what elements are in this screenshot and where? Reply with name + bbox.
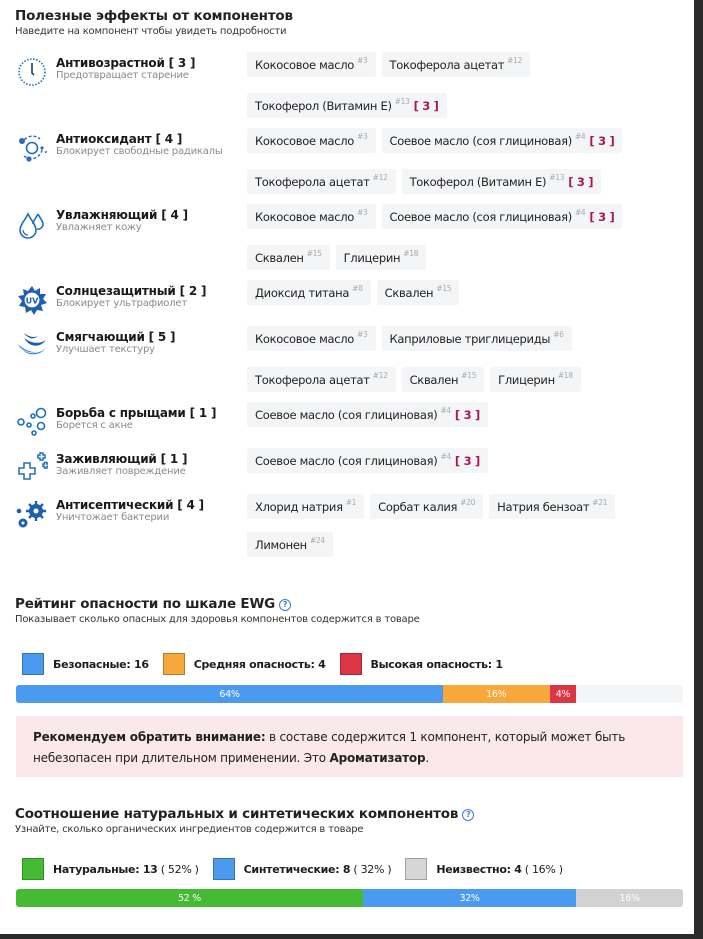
ingredient-chip[interactable] [336, 245, 427, 270]
ingredient-number: #24 [309, 536, 325, 545]
ingredient-number: #3 [357, 330, 368, 339]
ingredient-name: Натрия бензоат [497, 499, 590, 514]
ingredient-chips [247, 128, 677, 204]
effect-info [14, 402, 247, 448]
ingredient-chips [247, 52, 677, 128]
ingredient-chip[interactable] [489, 494, 615, 519]
ingredient-chip[interactable] [247, 169, 396, 194]
ingredient-number: #4 [440, 406, 451, 415]
ingredient-number: #13 [549, 173, 565, 182]
legend-item [213, 858, 392, 880]
alert-end: . [425, 751, 429, 765]
effect-description: Блокирует ультрафиолет [56, 298, 187, 309]
ingredient-chip[interactable] [382, 128, 623, 153]
ingredient-number: #4 [440, 452, 451, 461]
ingredient-number: #18 [403, 249, 419, 258]
ingredient-chip[interactable] [402, 367, 485, 392]
ingredient-name: Сквален [255, 250, 304, 265]
ingredient-name: Токоферол (Витамин Е) [255, 98, 392, 113]
ingredient-chip[interactable] [247, 448, 488, 473]
segment-label: 16% [486, 688, 507, 700]
effect-description: Уничтожает бактерии [56, 512, 170, 523]
risk-score: [ 3 ] [589, 209, 615, 224]
ingredient-chip[interactable] [247, 245, 330, 270]
ingredient-number: #15 [436, 284, 452, 293]
effect-row [14, 128, 684, 204]
effect-info [14, 128, 247, 204]
ingredient-number: #15 [306, 249, 322, 258]
effect-description: Борется с акне [56, 420, 133, 431]
clock-icon [14, 54, 50, 90]
segment-label: 16% [619, 892, 640, 904]
ingredient-chip[interactable] [247, 52, 376, 77]
alert-highlight[interactable]: Ароматизатор [329, 751, 426, 765]
alert-lead: Рекомендуем обратить внимание: [33, 730, 266, 744]
ingredient-name: Хлорид натрия [255, 499, 343, 514]
benefits-subtitle: Наведите на компонент чтобы увидеть подробности [15, 26, 287, 37]
ingredient-chip[interactable] [247, 93, 447, 118]
legend-item [22, 858, 199, 880]
effects-list [14, 52, 684, 564]
risk-score: [ 3 ] [454, 453, 480, 468]
legend-swatch [22, 858, 44, 880]
ingredient-name: Глицерин [343, 250, 401, 265]
bar-segment [363, 889, 576, 907]
ingredient-chips [247, 280, 677, 326]
effect-row [14, 204, 684, 280]
water-drops-icon [14, 206, 50, 242]
ingredient-chip[interactable] [247, 280, 371, 305]
natural-legend [22, 858, 577, 880]
ingredient-name: Сквален [384, 285, 434, 300]
ingredient-chip[interactable] [247, 532, 333, 557]
risk-score: [ 3 ] [413, 98, 439, 113]
antioxidant-icon [14, 130, 50, 166]
bacteria-icon [14, 496, 50, 532]
ingredient-chip[interactable] [382, 52, 531, 77]
ingredient-name: Соевое масло (соя глициновая) [389, 209, 572, 224]
effect-name: Антисептический [ 4 ] [56, 498, 204, 512]
legend-percent: ( 16% ) [521, 862, 563, 876]
bar-segment [443, 685, 550, 703]
ingredient-chip[interactable] [370, 494, 483, 519]
effect-name: Смягчающий [ 5 ] [56, 330, 176, 344]
question-circle-icon[interactable]: ? [279, 599, 291, 611]
legend-item [340, 653, 503, 675]
ewg-progress-bar [16, 685, 683, 703]
ingredient-chips [247, 402, 677, 448]
legend-label: Высокая опасность: 1 [370, 657, 503, 671]
ingredient-chip[interactable] [402, 169, 602, 194]
ingredient-name: Токоферол (Витамин Е) [409, 174, 547, 189]
ingredient-number: #13 [394, 97, 410, 106]
legend-swatch [213, 858, 235, 880]
effect-name: Антивозрастной [ 3 ] [56, 56, 196, 70]
ingredient-number: #12 [372, 371, 388, 380]
effect-name: Солнцезащитный [ 2 ] [56, 284, 207, 298]
legend-swatch [340, 653, 362, 675]
effect-row [14, 326, 684, 402]
natural-progress-bar [16, 889, 683, 907]
ingredient-chip[interactable] [247, 367, 396, 392]
legend-item [405, 858, 562, 880]
warning-alert [16, 716, 683, 777]
ewg-title: Рейтинг опасности по шкале EWG [15, 596, 276, 612]
effect-row [14, 494, 684, 564]
bubbles-icon [14, 404, 50, 440]
uv-sun-icon [14, 282, 50, 318]
effect-description: Предотвращает старение [56, 70, 189, 81]
ingredient-name: Кокосовое масло [255, 331, 355, 346]
ingredient-number: #12 [507, 56, 523, 65]
ingredient-name: Кокосовое масло [255, 209, 355, 224]
legend-item [163, 653, 326, 675]
ingredient-chip[interactable] [377, 280, 460, 305]
effect-description: Заживляет повреждение [56, 466, 186, 477]
ewg-header [15, 596, 420, 625]
ingredient-name: Соевое масло (соя глициновая) [389, 133, 572, 148]
ingredient-number: #18 [557, 371, 573, 380]
ingredient-number: #8 [352, 284, 363, 293]
legend-swatch [405, 858, 427, 880]
effect-name: Антиоксидант [ 4 ] [56, 132, 183, 146]
ingredient-name: Соевое масло (соя глициновая) [255, 453, 438, 468]
ingredient-chip[interactable] [247, 128, 376, 153]
segment-label: 52 % [177, 892, 201, 904]
legend-swatch [22, 653, 44, 675]
bar-segment [16, 685, 443, 703]
ingredient-chip[interactable] [382, 326, 572, 351]
ingredient-number: #12 [372, 173, 388, 182]
ingredient-name: Каприловые триглицериды [389, 331, 551, 346]
effect-description: Улучшает текстуру [56, 344, 155, 355]
effect-description: Блокирует свободные радикалы [56, 146, 223, 157]
bar-segment [16, 889, 363, 907]
effect-info [14, 204, 247, 280]
effect-name: Заживляющий [ 1 ] [56, 452, 188, 466]
natural-header [15, 806, 474, 835]
alert-text: в составе содержится 1 компонент, который может быть небезопасен при длительном применении. Это [33, 730, 626, 765]
ingredient-name: Диоксид титана [255, 285, 350, 300]
risk-score: [ 3 ] [589, 133, 615, 148]
ingredient-number: #1 [345, 498, 357, 507]
effect-name: Увлажняющий [ 4 ] [56, 208, 188, 222]
segment-label: 4% [555, 688, 571, 700]
legend-label: Безопасные: 16 [53, 657, 149, 671]
ingredient-chips [247, 494, 677, 564]
ingredient-chip[interactable] [247, 402, 488, 427]
ingredient-name: Глицерин [498, 372, 555, 387]
ingredient-number: #21 [592, 498, 608, 507]
benefits-title: Полезные эффекты от компонентов [15, 8, 293, 24]
feathers-icon [14, 328, 50, 364]
risk-score: [ 3 ] [454, 407, 480, 422]
legend-label: Натуральные: 13 [53, 862, 158, 876]
ingredient-chip[interactable] [247, 326, 376, 351]
ingredient-chip[interactable] [247, 204, 376, 229]
question-circle-icon[interactable]: ? [462, 809, 474, 821]
ingredient-chip[interactable] [247, 494, 364, 519]
effect-info [14, 494, 247, 564]
effect-description: Увлажняет кожу [56, 222, 142, 233]
healing-cross-icon [14, 450, 50, 486]
ingredient-name: Соевое масло (соя глициновая) [255, 407, 438, 422]
ingredient-number: #3 [357, 132, 368, 141]
ewg-legend [22, 653, 517, 675]
ingredient-name: Сорбат калия [378, 499, 458, 514]
ingredient-name: Токоферола ацетат [255, 372, 370, 387]
effect-info [14, 448, 247, 494]
ingredient-number: #3 [357, 208, 368, 217]
ingredient-chips [247, 326, 677, 402]
ingredient-number: #3 [357, 56, 368, 65]
natural-title: Соотношение натуральных и синтетических компонентов [15, 806, 459, 822]
effect-row [14, 448, 684, 494]
ingredient-chips [247, 204, 677, 280]
legend-percent: ( 32% ) [350, 862, 392, 876]
legend-swatch [163, 653, 185, 675]
ewg-subtitle: Показывает сколько опасных для здоровья компонентов содержится в товаре [15, 614, 420, 625]
effect-info [14, 52, 247, 128]
svg-text:UV: UV [25, 296, 39, 306]
natural-subtitle: Узнайте, сколько органических ингредиентов содержится в товаре [15, 824, 364, 835]
ingredient-chips [247, 448, 677, 494]
ingredient-number: #4 [574, 208, 586, 217]
effect-row [14, 402, 684, 448]
effect-info [14, 326, 247, 402]
ingredient-name: Кокосовое масло [255, 133, 355, 148]
ingredient-name: Токоферола ацетат [389, 57, 505, 72]
ingredient-chip[interactable] [382, 204, 623, 229]
ingredient-name: Токоферола ацетат [255, 174, 370, 189]
ingredient-name: Лимонен [255, 537, 307, 552]
legend-item [22, 653, 149, 675]
bar-segment [550, 685, 577, 703]
legend-label: Неизвестно: 4 [436, 862, 522, 876]
legend-label: Средняя опасность: 4 [193, 657, 326, 671]
effect-info [14, 280, 247, 326]
effect-name: Борьба с прыщами [ 1 ] [56, 406, 217, 420]
segment-label: 64% [219, 688, 240, 700]
risk-score: [ 3 ] [568, 174, 594, 189]
legend-percent: ( 52% ) [157, 862, 199, 876]
ingredient-name: Кокосовое масло [255, 57, 355, 72]
legend-label: Синтетические: 8 [243, 862, 351, 876]
ingredient-number: #4 [574, 132, 586, 141]
effect-row [14, 280, 684, 326]
ingredient-name: Сквален [409, 372, 459, 387]
ingredient-number: #15 [461, 371, 477, 380]
bar-segment [576, 889, 683, 907]
ingredient-number: #20 [460, 498, 476, 507]
ingredient-number: #6 [553, 330, 564, 339]
benefits-header [15, 8, 293, 37]
effect-row [14, 52, 684, 128]
segment-label: 32% [459, 892, 480, 904]
ingredient-chip[interactable] [490, 367, 581, 392]
